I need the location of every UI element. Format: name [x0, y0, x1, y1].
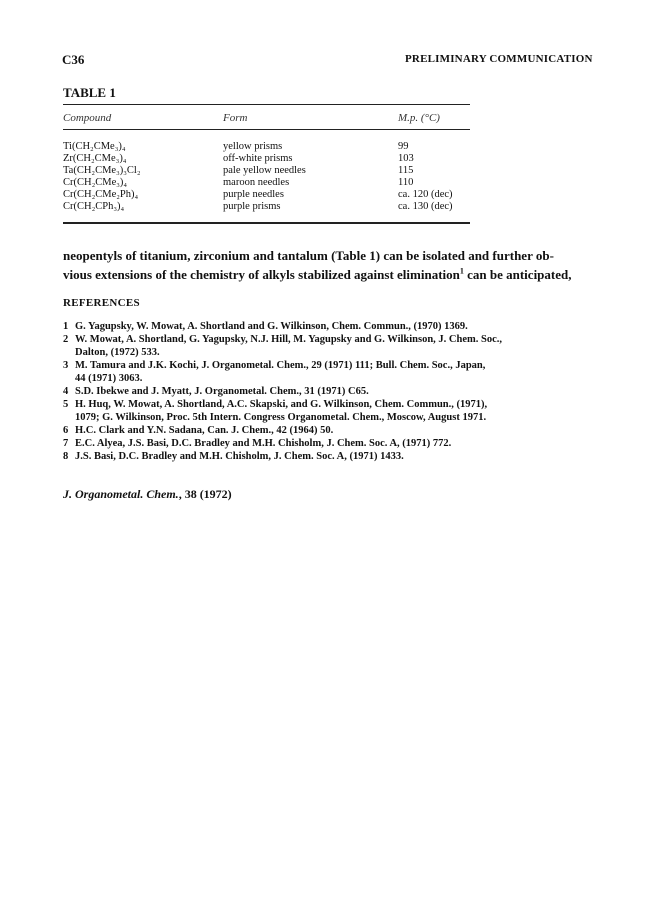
journal-name: J. Organometal. Chem.	[63, 487, 179, 501]
reference-number: 2	[63, 334, 69, 345]
table-title: TABLE 1	[63, 85, 116, 100]
compound-cell: Cr(CH₂CMe₂Ph)₄	[63, 189, 139, 200]
footnote-marker: 1	[459, 266, 464, 276]
column-header-mp: M.p. (°C)	[398, 112, 440, 124]
table-row	[0, 153, 672, 164]
reference-number: 5	[63, 399, 69, 410]
table-header-rule	[63, 129, 470, 130]
mp-cell: 115	[398, 165, 414, 176]
table-row	[0, 189, 672, 200]
reference-text: S.D. Ibekwe and J. Myatt, J. Organometal. Chem., 31 (1971) C65.	[75, 386, 369, 397]
mp-cell: ca. 120 (dec)	[398, 189, 453, 200]
reference-number: 6	[63, 425, 69, 436]
table-row	[0, 201, 672, 212]
compound-cell: Ti(CH₂CMe₃)₄	[63, 141, 126, 152]
reference-number: 7	[63, 438, 69, 449]
reference-number: 1	[63, 321, 69, 332]
compound-cell: Cr(CH₂CMe₃)₄	[63, 177, 128, 188]
compound-cell: Zr(CH₂CMe₃)₄	[63, 153, 127, 164]
reference-text-continued: Dalton, (1972) 533.	[75, 346, 160, 358]
table-row	[0, 177, 672, 188]
mp-cell: 99	[398, 141, 409, 152]
form-cell: yellow prisms	[223, 141, 283, 152]
reference-text-continued: 44 (1971) 3063.	[75, 372, 143, 384]
mp-cell: 110	[398, 177, 414, 188]
reference-text: H.C. Clark and Y.N. Sadana, Can. J. Chem., 42 (1964) 50.	[75, 425, 334, 436]
body-line: neopentyls of titanium, zirconium and tantalum (Table 1) can be isolated and further ob-	[63, 248, 554, 263]
reference-text: G. Yagupsky, W. Mowat, A. Shortland and G. Wilkinson, Chem. Commun., (1970) 1369.	[75, 321, 468, 332]
reference-text: J.S. Basi, D.C. Bradley and M.H. Chisholm, J. Chem. Soc. A, (1971) 1433.	[75, 451, 404, 462]
page-number: C36	[62, 52, 85, 67]
form-cell: purple needles	[223, 189, 284, 200]
body-line: vious extensions of the chemistry of alkyls stabilized against elimination$^1$ can be anticipated,	[63, 266, 572, 282]
column-header-compound: Compound	[63, 112, 112, 124]
body-paragraph	[63, 247, 618, 284]
mp-cell: ca. 130 (dec)	[398, 201, 453, 212]
column-header-form: Form	[223, 112, 248, 124]
reference-text: H. Huq, W. Mowat, A. Shortland, A.C. Skapski, and G. Wilkinson, Chem. Commun., (1971),	[75, 399, 488, 410]
form-cell: purple prisms	[223, 201, 281, 212]
references-heading: REFERENCES	[63, 297, 140, 309]
form-cell: off-white prisms	[223, 153, 293, 164]
table-row	[0, 165, 672, 176]
reference-number: 3	[63, 360, 69, 371]
table-row	[0, 141, 672, 152]
table-top-rule	[63, 104, 470, 105]
reference-text: E.C. Alyea, J.S. Basi, D.C. Bradley and M.H. Chisholm, J. Chem. Soc. A, (1971) 772.	[75, 438, 452, 449]
form-cell: maroon needles	[223, 177, 290, 188]
compound-cell: Cr(CH₂CPh₃)₄	[63, 201, 125, 212]
journal-issue: , 38 (1972)	[178, 487, 232, 501]
mp-cell: 103	[398, 153, 414, 164]
reference-number: 4	[63, 386, 69, 397]
reference-text: W. Mowat, A. Shortland, G. Yagupsky, N.J. Hill, M. Yagupsky and G. Wilkinson, J. Chem. Soc.,	[75, 334, 503, 345]
reference-text: M. Tamura and J.K. Kochi, J. Organometal. Chem., 29 (1971) 111; Bull. Chem. Soc., Japan,	[75, 360, 486, 371]
reference-text-continued: 1079; G. Wilkinson, Proc. 5th Intern. Congress Organometal. Chem., Moscow, August 1971.	[75, 411, 487, 423]
running-title: PRELIMINARY COMMUNICATION	[405, 53, 593, 65]
table-bottom-rule	[63, 222, 470, 224]
form-cell: pale yellow needles	[223, 165, 306, 176]
journal-footer	[63, 487, 232, 502]
reference-number: 8	[63, 451, 69, 462]
compound-cell: Ta(CH₂CMe₃)₃Cl₂	[63, 165, 141, 176]
